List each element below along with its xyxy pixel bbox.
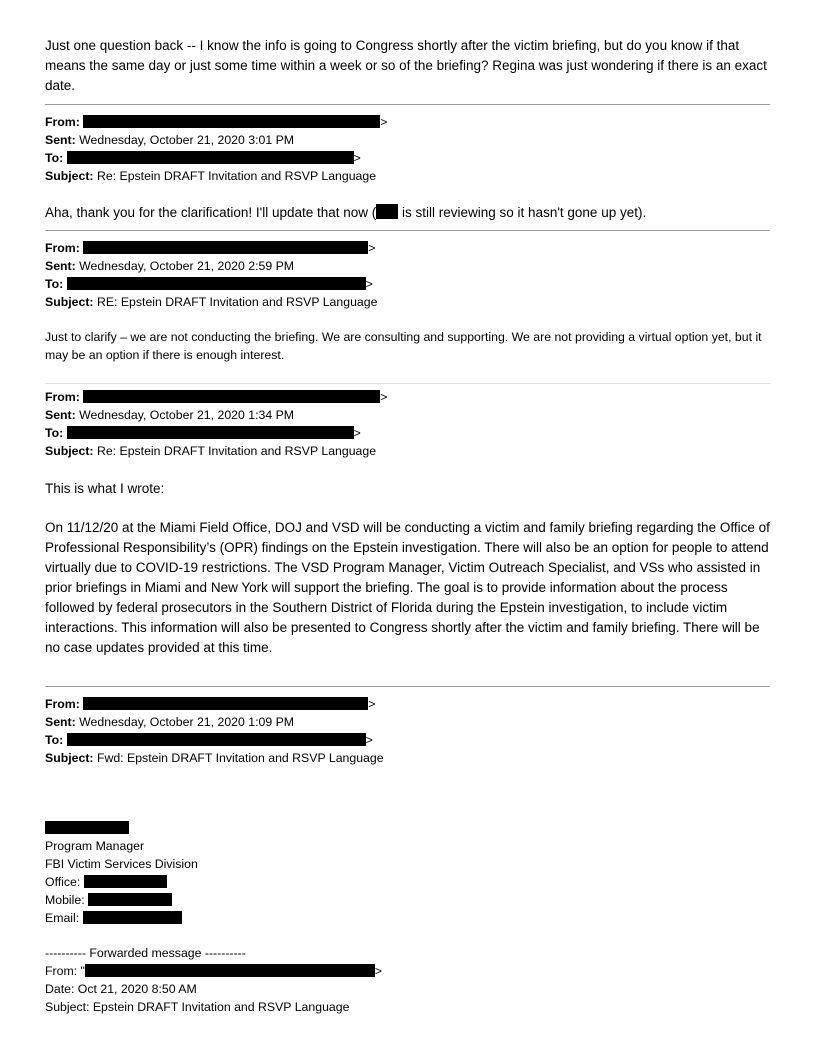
- redaction: [83, 390, 380, 403]
- divider: [45, 686, 770, 687]
- email-header-3: [45, 388, 770, 460]
- from-row: From: >: [45, 697, 376, 711]
- redaction: [83, 697, 368, 710]
- signature-block: [45, 819, 770, 927]
- to-label: To:: [45, 151, 64, 165]
- redaction: [376, 204, 398, 219]
- signature-title: Program Manager: [45, 839, 145, 853]
- email-header-2: [45, 239, 770, 311]
- office-row: Office:: [45, 873, 770, 891]
- sent-row: [45, 131, 770, 149]
- redaction: [88, 893, 172, 906]
- forwarded-date: Date: Oct 21, 2020 8:50 AM: [45, 982, 197, 996]
- mobile-row: Mobile:: [45, 891, 770, 909]
- from-row: From: >: [45, 115, 388, 129]
- email3-body: On 11/12/20 at the Miami Field Office, DOJ and VSD will be conducting a victim and family briefing regarding the Office of Professional Responsibility’s (OPR) findings on the Epstein investigation. There will also be an option for people to attend virtually due to COVID-19 restrictions. The VSD Program Manager, Victim Outreach Specialist, and VSs who assisted in prior briefings in Miami and New York will support the briefing. The goal is to provide information about the process followed by federal prosecutors in the Southern District of Florida during the Epstein investigation, to include victim interactions. This information will also be presented to Congress shortly after the victim and family briefing. There will be no case updates provided at this time.: [45, 520, 770, 655]
- from-row: From: >: [45, 241, 376, 255]
- signature-org: FBI Victim Services Division: [45, 857, 198, 871]
- subject-value: Re: Epstein DRAFT Invitation and RSVP Language: [96, 169, 377, 183]
- email-header-4: [45, 695, 770, 767]
- redaction: [67, 426, 354, 439]
- sent-row: Sent: Wednesday, October 21, 2020 2:59 PM: [45, 259, 295, 273]
- signature-name-row: [45, 819, 770, 837]
- email2-body: Just to clarify – we are not conducting the briefing. We are consulting and supporting. We are not providing a virtual option yet, but it may be an option if there is enough interest.: [45, 330, 762, 362]
- to-row: To: >: [45, 277, 373, 291]
- sent-row: Sent: Wednesday, October 21, 2020 1:34 PM: [45, 408, 295, 422]
- subject-row: Subject: Fwd: Epstein DRAFT Invitation and RSVP Language: [45, 751, 384, 765]
- intro-message: Just one question back -- I know the info is going to Congress shortly after the victim briefing, but do you know if that means the same day or just some time within a week or so of the briefing? Regina was just wondering if there is an exact date.: [45, 38, 767, 93]
- redaction: [67, 151, 354, 164]
- to-row: To: >: [45, 733, 373, 747]
- redaction: [83, 115, 380, 128]
- subject-row: [45, 167, 770, 185]
- divider: [45, 383, 770, 384]
- redaction: [84, 875, 167, 888]
- subject-row: Subject: RE: Epstein DRAFT Invitation and RSVP Language: [45, 295, 378, 309]
- email-row: Email:: [45, 909, 770, 927]
- redaction: [67, 277, 366, 290]
- email-header-1: [45, 113, 770, 185]
- sent-value: Wednesday, October 21, 2020 3:01 PM: [79, 133, 295, 147]
- sent-row: Sent: Wednesday, October 21, 2020 1:09 PM: [45, 715, 295, 729]
- forwarded-subject: Subject: Epstein DRAFT Invitation and RSVP Language: [45, 1000, 350, 1014]
- redaction: [83, 241, 368, 254]
- email1-body: Aha, thank you for the clarification! I'll update that now ( is still reviewing so it hasn't gone up yet).: [45, 205, 647, 220]
- sent-label: Sent:: [45, 133, 76, 147]
- subject-label: Subject:: [45, 169, 94, 183]
- subject-row: Subject: Re: Epstein DRAFT Invitation and RSVP Language: [45, 444, 377, 458]
- forwarded-from-row: From: " >: [45, 964, 383, 978]
- forwarded-separator: ---------- Forwarded message ----------: [45, 946, 246, 960]
- divider: [45, 230, 770, 231]
- redaction: [67, 733, 366, 746]
- redaction: [45, 821, 129, 834]
- redaction: [85, 964, 375, 977]
- from-label: From:: [45, 115, 80, 129]
- from-row: From: >: [45, 390, 388, 404]
- to-row: To: >: [45, 151, 361, 165]
- divider: [45, 104, 770, 105]
- forwarded-block: [45, 944, 770, 1016]
- email3-intro: This is what I wrote:: [45, 481, 165, 496]
- to-row: To: >: [45, 426, 361, 440]
- redaction: [83, 911, 182, 924]
